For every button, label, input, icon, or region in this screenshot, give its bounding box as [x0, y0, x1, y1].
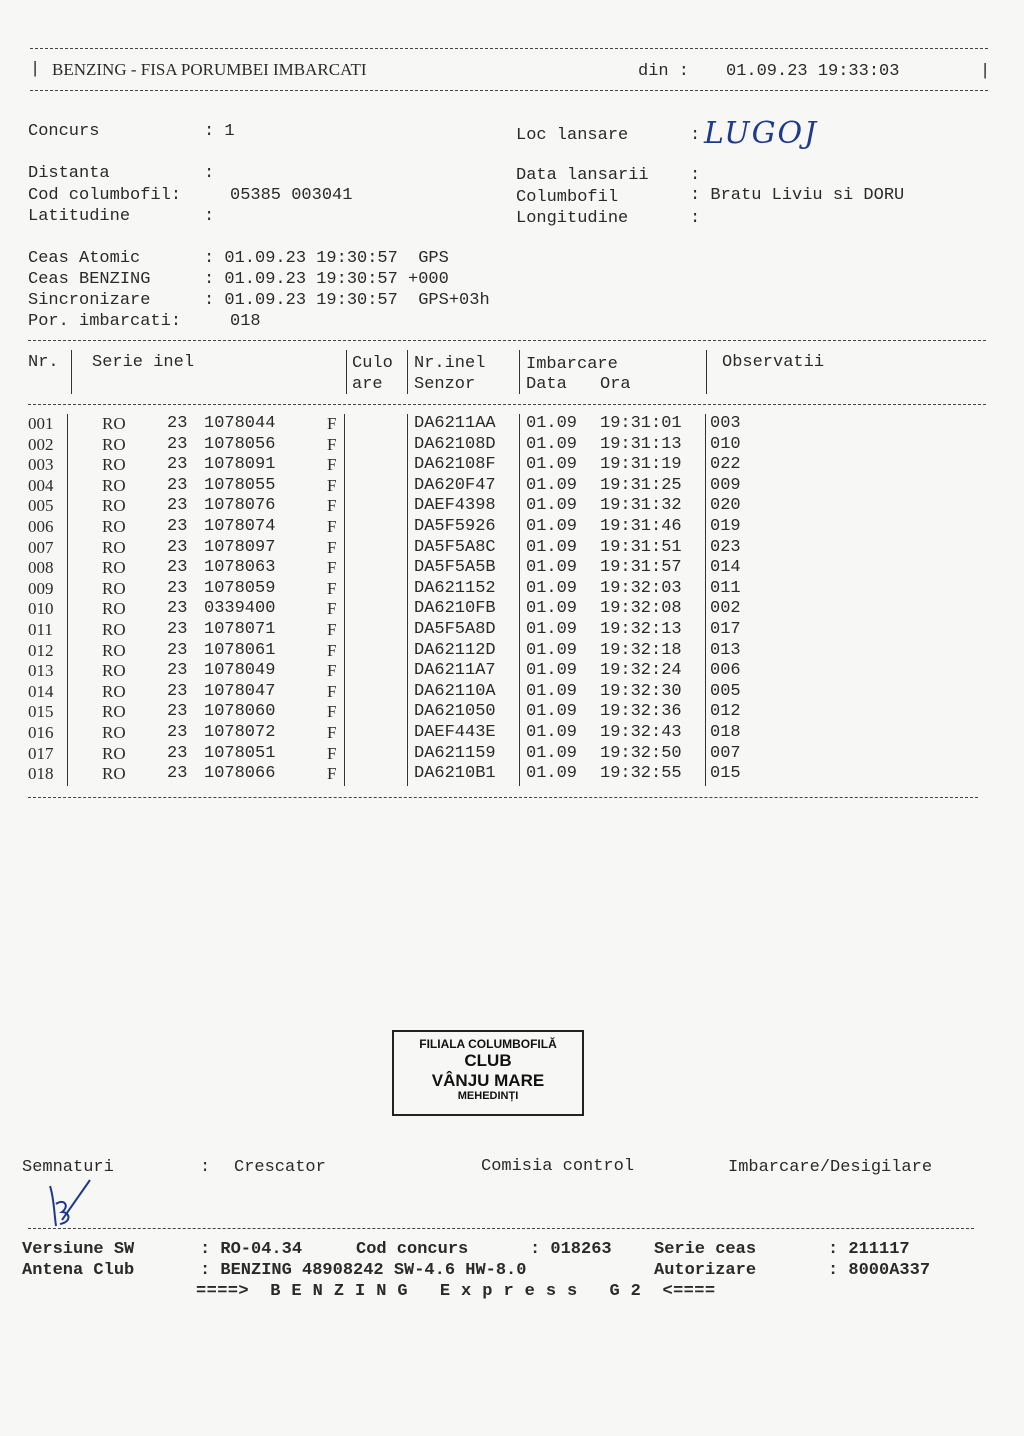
stamp-line-3: VÂNJU MARE	[431, 1071, 545, 1090]
antena-club-label: Antena Club	[22, 1261, 135, 1280]
ceas-benzing-label: Ceas BENZING	[28, 270, 151, 289]
observatii-value: 005	[710, 681, 741, 701]
table-row	[0, 682, 1024, 703]
table-row	[0, 579, 1024, 600]
ring-number: 1078056	[204, 434, 276, 454]
col-header-culoare-1: Culo	[352, 354, 393, 373]
ring-country: RO	[102, 455, 126, 475]
sex: F	[327, 702, 337, 722]
embark-time: 19:31:25	[600, 475, 682, 495]
versiune-sw-label: Versiune SW	[22, 1240, 135, 1259]
embark-date: 01.09	[526, 764, 578, 784]
embark-time: 19:32:24	[600, 661, 682, 681]
embark-time: 19:31:57	[600, 558, 682, 578]
ring-year: 23	[167, 681, 188, 701]
porumbei-imbarcati-value: 018	[230, 312, 261, 331]
row-number: 016	[28, 723, 54, 742]
distanta-value: :	[204, 164, 215, 183]
embark-date: 01.09	[526, 661, 578, 681]
observatii-value: 010	[710, 434, 741, 454]
cod-columbofil-value: 05385 003041	[230, 186, 353, 205]
embark-date: 01.09	[526, 681, 578, 701]
observatii-value: 006	[710, 661, 741, 681]
ring-number: 1078072	[204, 723, 276, 742]
ring-number: 1078074	[204, 517, 276, 536]
serie-ceas-label: Serie ceas	[654, 1240, 757, 1259]
ring-country: RO	[102, 661, 126, 681]
col-divider	[519, 414, 520, 786]
ring-number: 1078044	[204, 414, 276, 433]
ring-year: 23	[167, 743, 188, 763]
benzing-brand-line: ====> B E N Z I N G E x p r e s s G 2 <====	[196, 1282, 716, 1301]
ring-country: RO	[102, 578, 126, 598]
col-header-imbarcare: Imbarcare	[526, 355, 618, 374]
observatii-value: 013	[710, 640, 741, 660]
ring-number: 1078071	[204, 620, 276, 639]
embark-time: 19:31:13	[600, 434, 682, 454]
row-number: 018	[28, 764, 54, 784]
sex: F	[327, 434, 337, 454]
sensor-id: DA621152	[414, 578, 496, 598]
ring-year: 23	[167, 496, 188, 516]
ring-country: RO	[102, 599, 126, 619]
row-number: 002	[28, 434, 54, 454]
sensor-id: DA62108D	[414, 434, 496, 454]
sensor-id: DA5F5A8D	[414, 620, 496, 639]
col-header-ora: Ora	[600, 375, 631, 394]
col-header-culoare-2: are	[352, 375, 383, 394]
sex: F	[327, 620, 337, 639]
row-number: 017	[28, 743, 54, 763]
ring-year: 23	[167, 558, 188, 578]
table-row	[0, 496, 1024, 517]
sensor-id: DAEF443E	[414, 723, 496, 742]
porumbei-imbarcati-label: Por. imbarcati:	[28, 312, 182, 331]
table-row	[0, 476, 1024, 497]
club-stamp	[392, 1030, 584, 1116]
table-row	[0, 455, 1024, 476]
row-number: 006	[28, 517, 54, 536]
ring-year: 23	[167, 578, 188, 598]
embark-date: 01.09	[526, 743, 578, 763]
observatii-value: 007	[710, 743, 741, 763]
col-divider	[346, 350, 347, 394]
data-lansarii-label: Data lansarii	[516, 166, 649, 185]
embark-time: 19:32:03	[600, 578, 682, 598]
embark-date: 01.09	[526, 414, 578, 433]
observatii-value: 015	[710, 764, 741, 784]
row-number: 011	[28, 620, 53, 639]
col-divider	[407, 350, 408, 394]
sensor-id: DA5F5A8C	[414, 537, 496, 557]
ring-number: 1078059	[204, 578, 276, 598]
embark-time: 19:32:30	[600, 681, 682, 701]
table-row	[0, 723, 1024, 744]
table-row	[0, 414, 1024, 435]
serie-ceas-value: : 211117	[828, 1240, 910, 1259]
table-row	[0, 641, 1024, 662]
embark-date: 01.09	[526, 434, 578, 454]
embark-time: 19:31:32	[600, 496, 682, 516]
row-number: 012	[28, 640, 54, 660]
observatii-value: 003	[710, 414, 741, 433]
embark-date: 01.09	[526, 578, 578, 598]
ring-number: 1078091	[204, 455, 276, 475]
col-divider	[519, 350, 520, 394]
ring-number: 1078047	[204, 681, 276, 701]
din-label: din :	[638, 62, 690, 81]
ring-year: 23	[167, 414, 188, 433]
sex: F	[327, 558, 337, 578]
header-right-bar: |	[980, 62, 991, 81]
sex: F	[327, 743, 337, 763]
col-divider	[71, 350, 72, 394]
row-number: 008	[28, 558, 54, 578]
ring-year: 23	[167, 599, 188, 619]
embark-time: 19:31:51	[600, 537, 682, 557]
header-bottom-rule	[30, 90, 988, 91]
row-number: 005	[28, 496, 54, 516]
embark-time: 19:31:19	[600, 455, 682, 475]
col-divider	[344, 414, 345, 786]
columbofil-value: : Bratu Liviu si DORU	[690, 186, 905, 205]
sincronizare-label: Sincronizare	[28, 291, 151, 310]
ring-year: 23	[167, 455, 188, 475]
observatii-value: 020	[710, 496, 741, 516]
embark-date: 01.09	[526, 599, 578, 619]
sensor-id: DA620F47	[414, 475, 496, 495]
stamp-line-4: MEHEDINȚI	[457, 1090, 519, 1102]
sex: F	[327, 681, 337, 701]
embark-date: 01.09	[526, 702, 578, 722]
sensor-id: DA5F5A5B	[414, 558, 496, 578]
concurs-label: Concurs	[28, 122, 100, 141]
ring-year: 23	[167, 434, 188, 454]
col-header-nrinel: Nr.inel	[414, 354, 486, 373]
observatii-value: 011	[710, 578, 741, 598]
loc-lansare-label: Loc lansare	[516, 126, 629, 145]
comisia-control-label: Comisia control	[481, 1157, 635, 1176]
embark-time: 19:32:50	[600, 743, 682, 763]
document-title: BENZING - FISA PORUMBEI IMBARCATI	[52, 60, 367, 79]
sex: F	[327, 599, 337, 619]
sensor-id: DA6211A7	[414, 661, 496, 681]
col-divider	[706, 350, 707, 394]
embark-date: 01.09	[526, 620, 578, 639]
ring-year: 23	[167, 723, 188, 742]
sensor-id: DA621050	[414, 702, 496, 722]
semnaturi-sep: :	[200, 1158, 211, 1177]
table-top-rule	[28, 340, 986, 341]
col-header-senzor: Senzor	[414, 375, 476, 394]
ring-number: 1078076	[204, 496, 276, 516]
stamp-line-1: FILIALA COLUMBOFILĂ	[419, 1037, 557, 1051]
ring-country: RO	[102, 414, 126, 433]
longitudine-value: :	[690, 209, 701, 228]
ceas-atomic-value: : 01.09.23 19:30:57 GPS	[204, 249, 449, 268]
observatii-value: 019	[710, 517, 741, 536]
ring-number: 1078097	[204, 537, 276, 557]
ring-country: RO	[102, 434, 126, 454]
sincronizare-value: : 01.09.23 19:30:57 GPS+03h	[204, 291, 490, 310]
ring-year: 23	[167, 475, 188, 495]
observatii-value: 023	[710, 537, 741, 557]
table-row	[0, 517, 1024, 538]
observatii-value: 014	[710, 558, 741, 578]
sensor-id: DA62108F	[414, 455, 496, 475]
embark-date: 01.09	[526, 640, 578, 660]
observatii-value: 012	[710, 702, 741, 722]
embark-time: 19:32:43	[600, 723, 682, 742]
observatii-value: 009	[710, 475, 741, 495]
longitudine-label: Longitudine	[516, 209, 629, 228]
table-row	[0, 558, 1024, 579]
loc-lansare-handwritten: LUGOJ	[704, 116, 819, 151]
ring-country: RO	[102, 640, 126, 660]
columbofil-label: Columbofil	[516, 188, 619, 207]
sensor-id: DA62110A	[414, 681, 496, 701]
col-divider	[67, 414, 68, 786]
sensor-id: DA6211AA	[414, 414, 496, 433]
ring-number: 1078063	[204, 558, 276, 578]
embark-date: 01.09	[526, 496, 578, 516]
embark-time: 19:32:55	[600, 764, 682, 784]
embark-date: 01.09	[526, 455, 578, 475]
ring-country: RO	[102, 743, 126, 763]
ceas-benzing-value: : 01.09.23 19:30:57 +000	[204, 270, 449, 289]
versiune-sw-value: : RO-04.34	[200, 1240, 303, 1259]
row-number: 010	[28, 599, 54, 619]
sensor-id: DAEF4398	[414, 496, 496, 516]
table-bottom-rule	[28, 797, 978, 798]
stamp-line-2: CLUB	[464, 1051, 512, 1070]
ring-country: RO	[102, 723, 126, 742]
ring-year: 23	[167, 702, 188, 722]
table-row	[0, 702, 1024, 723]
row-number: 004	[28, 475, 54, 495]
table-row	[0, 599, 1024, 620]
row-number: 003	[28, 455, 54, 475]
col-divider	[705, 414, 706, 786]
header-left-bar: |	[30, 60, 41, 79]
col-header-observatii: Observatii	[722, 353, 825, 372]
embark-time: 19:32:36	[600, 702, 682, 722]
col-header-nr: Nr.	[28, 353, 59, 372]
cod-columbofil-label: Cod columbofil:	[28, 186, 182, 205]
ring-year: 23	[167, 537, 188, 557]
embark-time: 19:31:46	[600, 517, 682, 536]
embark-time: 19:31:01	[600, 414, 682, 433]
cod-concurs-label: Cod concurs	[356, 1240, 469, 1259]
sex: F	[327, 455, 337, 475]
table-row	[0, 620, 1024, 641]
row-number: 014	[28, 681, 54, 701]
embark-date: 01.09	[526, 475, 578, 495]
ring-number: 1078049	[204, 661, 276, 681]
sensor-id: DA6210FB	[414, 599, 496, 619]
col-header-serie: Serie inel	[92, 353, 195, 372]
table-row	[0, 661, 1024, 682]
embark-date: 01.09	[526, 517, 578, 536]
sex: F	[327, 537, 337, 557]
ring-number: 1078066	[204, 764, 276, 784]
sex: F	[327, 764, 337, 784]
autorizare-label: Autorizare	[654, 1261, 757, 1280]
observatii-value: 018	[710, 723, 741, 742]
embark-time: 19:32:18	[600, 640, 682, 660]
ring-country: RO	[102, 475, 126, 495]
antena-club-value: : BENZING 48908242 SW-4.6 HW-8.0	[200, 1261, 527, 1280]
observatii-value: 017	[710, 620, 741, 639]
ring-country: RO	[102, 620, 126, 639]
autorizare-value: : 8000A337	[828, 1261, 931, 1280]
sex: F	[327, 723, 337, 742]
imbarcare-desigilare-label: Imbarcare/Desigilare	[728, 1158, 933, 1177]
ring-number: 1078060	[204, 702, 276, 722]
row-number: 013	[28, 661, 54, 681]
distanta-label: Distanta	[28, 164, 110, 183]
concurs-value: : 1	[204, 122, 235, 141]
row-number: 015	[28, 702, 54, 722]
observatii-value: 022	[710, 455, 741, 475]
table-row	[0, 435, 1024, 456]
sensor-id: DA62112D	[414, 640, 496, 660]
row-number: 009	[28, 578, 54, 598]
ceas-atomic-label: Ceas Atomic	[28, 249, 141, 268]
ring-number: 0339400	[204, 599, 276, 619]
sex: F	[327, 640, 337, 660]
signature-rule	[28, 1228, 974, 1229]
ring-year: 23	[167, 620, 188, 639]
latitudine-value: :	[204, 207, 215, 226]
loc-lansare-sep: :	[690, 126, 701, 145]
row-number: 007	[28, 537, 54, 557]
embark-time: 19:32:13	[600, 620, 682, 639]
ring-country: RO	[102, 764, 126, 784]
embark-date: 01.09	[526, 723, 578, 742]
sex: F	[327, 517, 337, 536]
crescator-label: Crescator	[234, 1158, 326, 1177]
ring-year: 23	[167, 661, 188, 681]
sex: F	[327, 661, 337, 681]
ring-country: RO	[102, 681, 126, 701]
sex: F	[327, 496, 337, 516]
col-divider	[407, 414, 408, 786]
ring-country: RO	[102, 517, 126, 536]
ring-country: RO	[102, 558, 126, 578]
table-row	[0, 764, 1024, 785]
ring-country: RO	[102, 537, 126, 557]
data-lansarii-value: :	[690, 166, 701, 185]
embark-date: 01.09	[526, 537, 578, 557]
signature-mark	[40, 1176, 100, 1236]
embark-time: 19:32:08	[600, 599, 682, 619]
ring-number: 1078055	[204, 475, 276, 495]
sex: F	[327, 414, 337, 433]
cod-concurs-value: : 018263	[530, 1240, 612, 1259]
ring-number: 1078061	[204, 640, 276, 660]
table-row	[0, 744, 1024, 765]
sensor-id: DA621159	[414, 743, 496, 763]
col-header-data: Data	[526, 375, 567, 394]
ring-year: 23	[167, 764, 188, 784]
sex: F	[327, 475, 337, 495]
ring-year: 23	[167, 640, 188, 660]
ring-year: 23	[167, 517, 188, 536]
ring-number: 1078051	[204, 743, 276, 763]
embark-date: 01.09	[526, 558, 578, 578]
sensor-id: DA6210B1	[414, 764, 496, 784]
row-number: 001	[28, 414, 54, 433]
sensor-id: DA5F5926	[414, 517, 496, 536]
sex: F	[327, 578, 337, 598]
table-row	[0, 538, 1024, 559]
ring-country: RO	[102, 702, 126, 722]
ring-country: RO	[102, 496, 126, 516]
table-header-rule	[28, 404, 986, 405]
header-top-rule	[30, 48, 988, 49]
print-timestamp: 01.09.23 19:33:03	[726, 62, 900, 81]
semnaturi-label: Semnaturi	[22, 1158, 114, 1177]
observatii-value: 002	[710, 599, 741, 619]
latitudine-label: Latitudine	[28, 207, 131, 226]
